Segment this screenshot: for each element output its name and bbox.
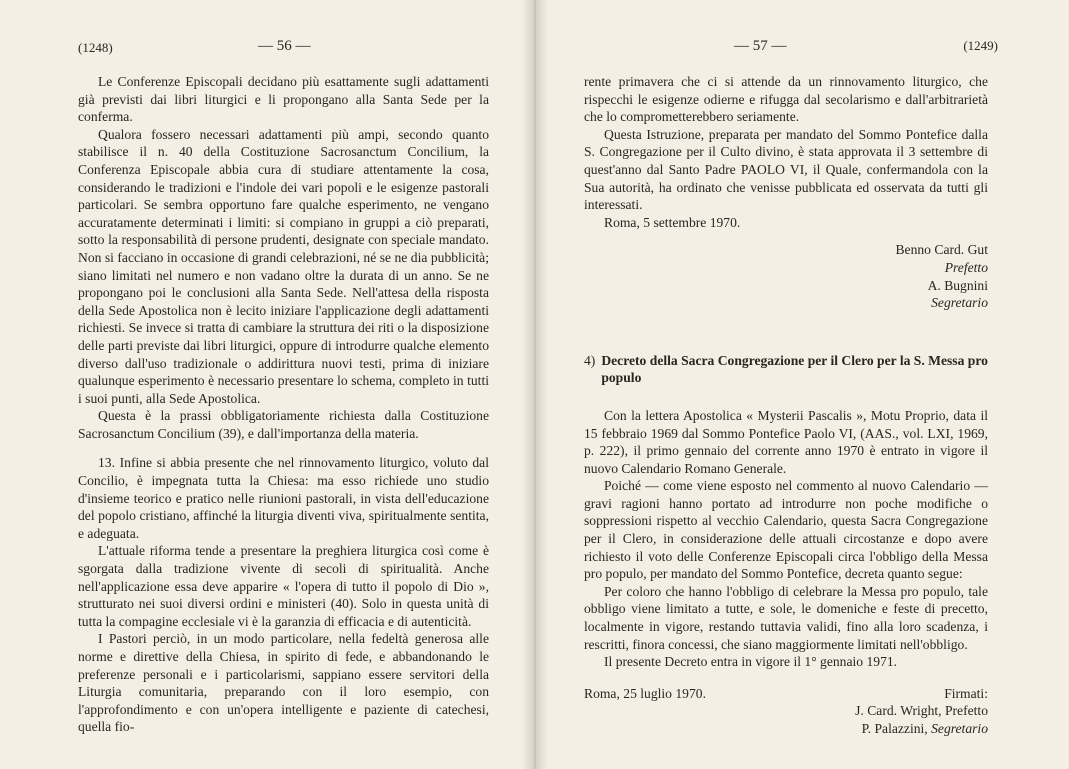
decree-signers (584, 702, 988, 737)
signer-line: J. Card. Wright, Prefetto (855, 703, 988, 719)
paragraph: L'attuale riforma tende a presentare la preghiera liturgica così come è sgorgata dalla tradizione vivente di secoli di spiritualità. Anche nell'applicazione essa deve apparire « l'opera di tutto il popolo di Dio », strutturato nei suoi diversi ordini e ministeri (40). Solo in questa unità di tutta la compagine ecclesiale vi è la garanzia di efficacia e di autenticità. (78, 543, 489, 629)
left-page (0, 0, 534, 769)
paragraph: Le Conferenze Episcopali decidano più esattamente sugli adattamenti già previsti dai libri liturgici e li propongano alla Santa Sede per la conferma. (78, 74, 489, 125)
decree-title: Decreto della Sacra Congregazione per il Clero per la S. Messa pro populo (601, 352, 988, 386)
left-page-number: — 56 — (258, 38, 311, 54)
decree-date: Roma, 25 luglio 1970. (584, 685, 706, 701)
paragraph: Con la lettera Apostolica « Mysterii Pascalis », Motu Proprio, data il 15 febbraio 1969 dal Sommo Pontefice Paolo VI, (AAS., vol. LXI, 1969, p. 222), il primo gennaio del corrente anno 1970 è entrato in vigore il nuovo Calendario Romano Generale. (584, 407, 988, 476)
paragraph-section-13: 13. Infine si abbia presente che nel rinnovamento liturgico, voluto dal Concilio, è impegnata tutta la Chiesa: ma esso richiede uno studio d'insieme teorico e pratico nelle riunioni pastorali, in vista dell'educazione del popolo cristiano, affinché la liturgia diventi viva, spiritualmente sentita, e adeguata. (78, 455, 489, 541)
signature-block (584, 241, 988, 311)
paragraph: Questa è la prassi obbligatoriamente richiesta dalla Costituzione Sacrosanctum Concilium (39), e dall'importanza della materia. (78, 408, 489, 441)
left-page-header (78, 38, 489, 70)
date-line: Roma, 5 settembre 1970. (604, 214, 741, 230)
decree-date-row (584, 685, 988, 703)
paragraph: Per coloro che hanno l'obbligo di celebrare la Messa pro populo, tale obbligo viene limitato a tutte, e sole, le domeniche e feste di precetto, localmente in vigore, restando tuttavia validi, fino alla loro scadenza, i rescritti, finora concessi, che siano maggiormente limitati nell'obbligo. (584, 583, 988, 652)
right-page (534, 0, 1068, 769)
signer-name: A. Bugnini (927, 277, 988, 293)
right-page-number: — 57 — (734, 38, 787, 54)
right-page-header (584, 38, 998, 70)
signer-title: Segretario (931, 721, 988, 736)
paragraph: Poiché — come viene esposto nel commento al nuovo Calendario — gravi ragioni hanno portato ad introdurre non poche modifiche o soppressioni rispetto al vecchio Calendario, questa Sacra Congregazione per il Clero, in considerazione delle attuali circostanze e dopo avere richiesto il voto delle Conferenze Episcopali circa l'obbligo della Messa pro populo, per mandato del Sommo Pontefice, decreta quanto segue: (584, 478, 988, 582)
signed-label: Firmati: (944, 685, 988, 701)
left-folio: (1248) (78, 40, 113, 55)
signer-title: Segretario (931, 295, 988, 311)
signer-name: P. Palazzini, (861, 721, 928, 736)
signer-line (584, 720, 988, 738)
paragraph: Questa Istruzione, preparata per mandato del Sommo Pontefice dalla S. Congregazione per il Culto divino, è stata approvata il 3 settembre di quest'anno dal Santo Padre PAOLO VI, il Quale, confermandola con la Sua autorità, ha ordinato che venisse pubblicata ed osservata da tutti gli interessati. (584, 126, 988, 213)
paragraph-continued: rente primavera che ci si attende da un rinnovamento liturgico, che rispecchi le esigenze odierne e rifugga dal secolarismo e dall'arbitrarietà che lo comprometterebbero seriamente. (584, 74, 988, 125)
paragraph: Qualora fossero necessari adattamenti più ampi, secondo quanto stabilisce il n. 40 della Costituzione Sacrosanctum Concilium, la Conferenza Episcopale abbia cura di studiare attentamente la cosa, considerando le tradizioni e l'indole dei vari popoli e le esigenze pastorali particolari. Se sembra opportuno fare qualche esperimento, ne vengano accuratamente determinati i limiti: si compiano in gruppi a ciò preparati, sotto la responsabilità di persone prudenti, designate con speciale mandato. Non si facciano in occasione di grandi celebrazioni, né se ne dia pubblicità; siano limitati nel numero e non vadano oltre la durata di un anno. Se ne propongano poi le conclusioni alla Santa Sede. Nell'attesa della risposta della Sede Apostolica non è lecito iniziare l'applicazione degli adattamenti richiesti. Se invece si tratta di cambiare la struttura dei riti o la disposizione delle parti previste dai libri liturgici, oppure di introdurre qualche elemento diverso dall'uso tradizionale o addirittura nuovi testi, prima di iniziare qualunque esperimento è necessario presentare lo schema, completo in tutti i suoi punti, alla Sede Apostolica. (78, 126, 489, 406)
right-folio: (1249) (963, 38, 998, 53)
paragraph: I Pastori perciò, in un modo particolare, nella fedeltà generosa alle norme e direttive della Chiesa, in spirito di fede, e abbandonando le preferenze personali e i particolarismi, sappiano essere servitori della Liturgia comunitaria, preparando con il loro esempio, con l'approfondimento e con un'opera intelligente e paziente di catechesi, quella fio- (78, 631, 489, 735)
signer-name: Benno Card. Gut (895, 242, 988, 258)
decree-number: 4) (584, 352, 596, 368)
decree-heading (584, 352, 988, 387)
signer-title: Prefetto (944, 259, 988, 275)
paragraph: Il presente Decreto entra in vigore il 1° gennaio 1971. (604, 654, 898, 670)
